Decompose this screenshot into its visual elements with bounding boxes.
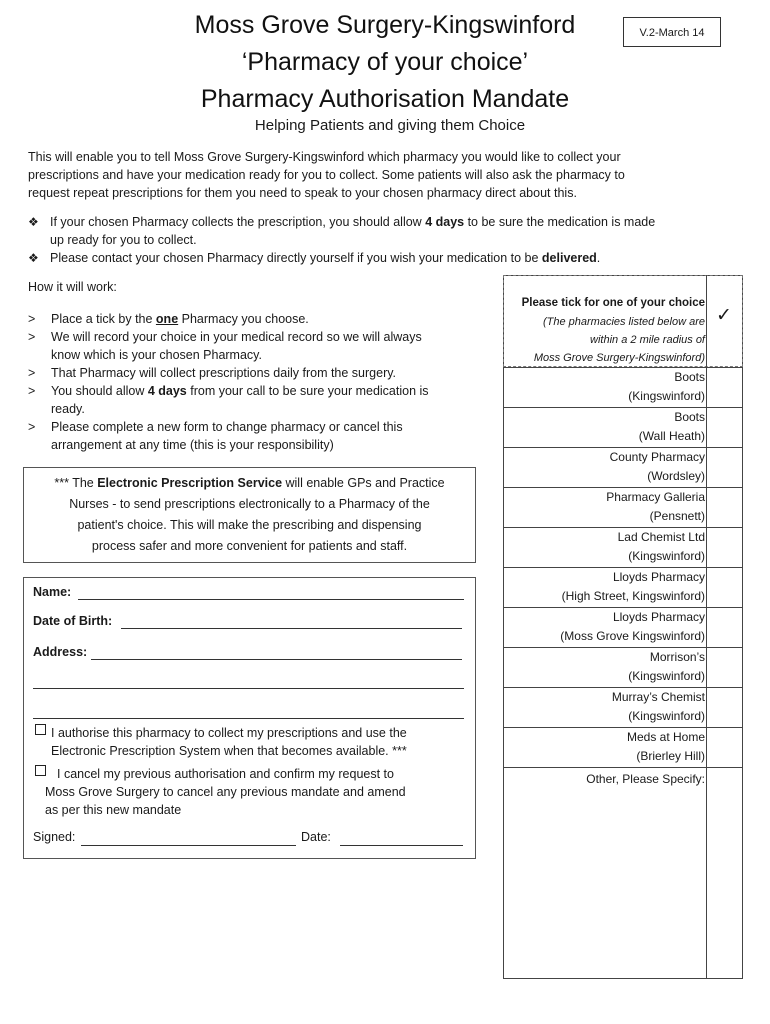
how-it-works-steps [28,310,488,454]
pharmacy-tick-cell[interactable] [707,608,742,647]
name-label: Name: [33,585,72,599]
info-bullets [28,213,748,267]
pharmacy-location: (Wall Heath) [638,429,705,443]
intro-line: request repeat prescriptions for them you need to speak to your chosen pharmacy direct about this. [28,186,577,200]
pharmacy-location: (Pensnett) [649,509,705,523]
pharmacy-location: (Brierley Hill) [636,749,705,763]
date-field[interactable] [340,845,463,846]
pharmacy-name: Lloyds Pharmacy [612,570,705,584]
pharmacy-name: Lad Chemist Ltd [617,530,705,544]
form-name-title: ‘Pharmacy of your choice’ [241,48,529,76]
address-field-line3[interactable] [33,718,464,719]
pharmacy-tick-cell[interactable] [707,448,742,487]
bullet-item: ❖ Please contact your chosen Pharmacy directly yourself if you wish your medication to be delivered. [28,251,601,265]
intro-line: prescriptions and have your medication ready for you to collect. Some patients will also ask the pharmacy to [28,168,625,182]
pharmacy-name: Lloyds Pharmacy [612,610,705,624]
address-label: Address: [33,645,88,659]
pharmacy-name: Murray’s Chemist [611,690,705,704]
version-label: V.2-March 14 [623,17,721,47]
pharmacy-location: (Kingswinford) [628,389,705,403]
pharmacy-name: Pharmacy Galleria [606,490,705,504]
step-item: > You should allow 4 days from your call to be sure your medication is ready. [28,384,429,416]
pharmacy-name: County Pharmacy [609,450,705,464]
step-item: > Place a tick by the one Pharmacy you choose. [28,312,309,326]
other-pharmacy-field[interactable] [505,791,705,977]
bullet-item: ❖ If your chosen Pharmacy collects the prescription, you should allow 4 days to be sure the medication is made up ready for you to collect. [28,215,656,247]
name-field[interactable] [78,599,464,600]
pharmacy-location: (Kingswinford) [628,709,705,723]
step-item: > We will record your choice in your medical record so we will always know which is your chosen Pharmacy. [28,330,422,362]
pharmacy-tick-cell[interactable] [707,528,742,567]
intro-paragraph [28,148,738,202]
page-title: Moss Grove Surgery-Kingswinford [194,11,576,39]
intro-line: This will enable you to tell Moss Grove Surgery-Kingswinford which pharmacy you would like to collect your [28,150,621,164]
cancel-checkbox[interactable] [35,765,46,776]
pharmacy-tick-cell[interactable] [707,488,742,527]
eps-notice-box: *** The Electronic Prescription Service will enable GPs and Practice Nurses - to send prescriptions electronically to a Pharmacy of the patient's choice. This will make the prescribing and dispensing process safer and more convenient for patients and staff. [23,467,476,563]
arrow-bullet-icon: > [28,384,36,398]
arrow-bullet-icon: > [28,312,36,326]
dob-label: Date of Birth: [33,614,113,628]
step-item: > Please complete a new form to change pharmacy or cancel this arrangement at any time (this is your responsibility) [28,420,403,452]
table-heading: Please tick for one of your choice [521,297,705,309]
pharmacy-name: Boots [674,410,705,424]
pharmacy-location: (Moss Grove Kingswinford) [560,629,705,643]
dob-field[interactable] [121,628,462,629]
diamond-bullet-icon: ❖ [28,251,39,265]
table-row-divider [503,767,743,768]
arrow-bullet-icon: > [28,366,36,380]
address-field-line2[interactable] [33,688,464,689]
pharmacy-tick-cell[interactable] [707,568,742,607]
pharmacy-name: Meds at Home [626,730,705,744]
how-it-works-heading: How it will work: [28,280,117,294]
address-field-line1[interactable] [91,659,462,660]
pharmacy-location: (Kingswinford) [628,549,705,563]
step-item: > That Pharmacy will collect prescriptions daily from the surgery. [28,366,397,380]
authorise-checkbox[interactable] [35,724,46,735]
pharmacy-location: (High Street, Kingswinford) [561,589,705,603]
arrow-bullet-icon: > [28,330,36,344]
checkmark-icon: ✓ [716,305,732,326]
pharmacy-location: (Wordsley) [647,469,705,483]
subtitle: Helping Patients and giving them Choice [254,117,526,134]
diamond-bullet-icon: ❖ [28,215,39,229]
signature-field[interactable] [81,845,296,846]
pharmacy-name: Boots [674,370,705,384]
arrow-bullet-icon: > [28,420,36,434]
pharmacy-tick-cell[interactable] [707,648,742,687]
other-pharmacy-label: Other, Please Specify: [586,772,705,786]
pharmacy-tick-cell[interactable] [707,408,742,447]
pharmacy-tick-cell[interactable] [707,728,742,767]
date-label: Date: [301,830,331,844]
pharmacy-tick-cell[interactable] [707,368,742,407]
pharmacy-location: (Kingswinford) [628,669,705,683]
pharmacy-name: Morrison’s [649,650,705,664]
pharmacy-tick-cell[interactable] [707,688,742,727]
mandate-title: Pharmacy Authorisation Mandate [200,85,570,113]
signed-label: Signed: [33,830,76,844]
